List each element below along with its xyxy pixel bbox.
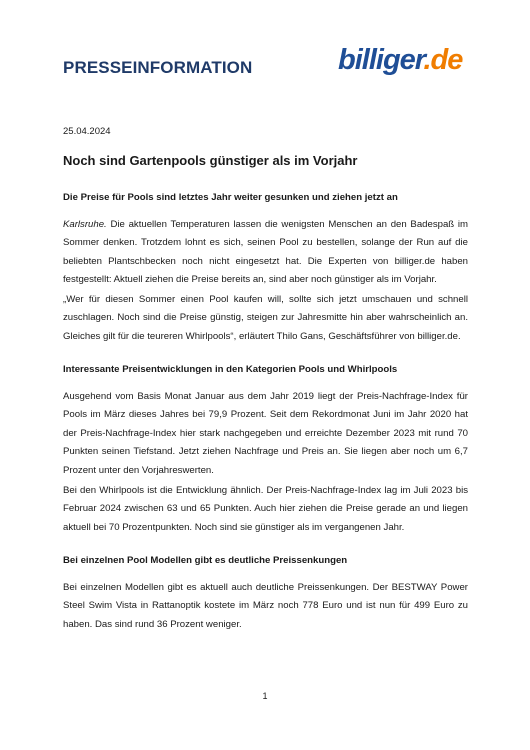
section-heading-price-trends: Interessante Preisentwicklungen in den Kategorien Pools und Whirlpools bbox=[63, 364, 398, 375]
section-heading-price-cuts: Bei einzelnen Pool Modellen gibt es deutliche Preissenkungen bbox=[63, 555, 348, 566]
pools-index-paragraph: Ausgehend vom Basis Monat Januar aus dem Jahr 2019 liegt der Preis-Nachfrage-Index für Pools im März dieses Jahres bei 79,9 Prozent. Seit dem Rekordmonat Juni im Jahr 2020 hat der Preis-Nachfrage-Index hier stark nachgegeben und erreichte Dezember 2023 mit rund 70 Punkten seinen Tiefstand. Jetzt ziehen Nachfrage und Preis an. Sie liegen aber noch um 6,7 Prozent unter den Vorjahreswerten. bbox=[63, 391, 468, 476]
headline: Noch sind Gartenpools günstiger als im Vorjahr bbox=[63, 153, 358, 168]
page-number: 1 bbox=[262, 691, 268, 701]
document-type-title: PRESSEINFORMATION bbox=[63, 58, 253, 77]
whirlpools-paragraph: Bei den Whirlpools ist die Entwicklung ähnlich. Der Preis-Nachfrage-Index lag im Juli 2023 bis Februar 2024 zwischen 63 und 65 Punkten. Auch hier ziehen die Preise gerade an und liegen aktuell bei 70 Prozentpunkten. Noch sind sie günstiger als im vergangenen Jahr. bbox=[63, 485, 468, 533]
billiger-logo bbox=[338, 46, 462, 75]
quote-paragraph: „Wer für diesen Sommer einen Pool kaufen will, sollte sich jetzt umschauen und schnell zuschlagen. Noch sind die Preise günstig, steigen zur Jahresmitte hin aber wahrscheinlich an. Gleiches gilt für die teureren Whirlpools“, erläutert Thilo Gans, Geschäftsführer von billiger.de. bbox=[63, 294, 468, 342]
intro-city: Karlsruhe. bbox=[63, 219, 107, 230]
price-cut-paragraph: Bei einzelnen Modellen gibt es aktuell auch deutliche Preissenkungen. Der BESTWAY Power Steel Swim Vista in Rattanoptik kostete im März noch 778 Euro und ist nun für 499 Euro zu haben. Das sind rund 36 Prozent weniger. bbox=[63, 582, 468, 630]
logo-text-main: billiger bbox=[338, 44, 424, 76]
subheadline: Die Preise für Pools sind letztes Jahr weiter gesunken und ziehen jetzt an bbox=[63, 192, 398, 203]
intro-paragraph bbox=[63, 216, 468, 290]
intro-text: Die aktuellen Temperaturen lassen die wenigsten Menschen an den Badespaß im Sommer denken. Trotzdem lohnt es sich, seinen Pool zu bestellen, solange der Run auf die beliebten Plantschbecken noch nicht eingesetzt hat. Die Experten von billiger.de haben festgestellt: Aktuell ziehen die Preise bereits an, sind aber noch günstiger als im Vorjahr. bbox=[63, 219, 468, 286]
release-date: 25.04.2024 bbox=[63, 126, 111, 137]
logo-text-domain: .de bbox=[423, 44, 463, 76]
